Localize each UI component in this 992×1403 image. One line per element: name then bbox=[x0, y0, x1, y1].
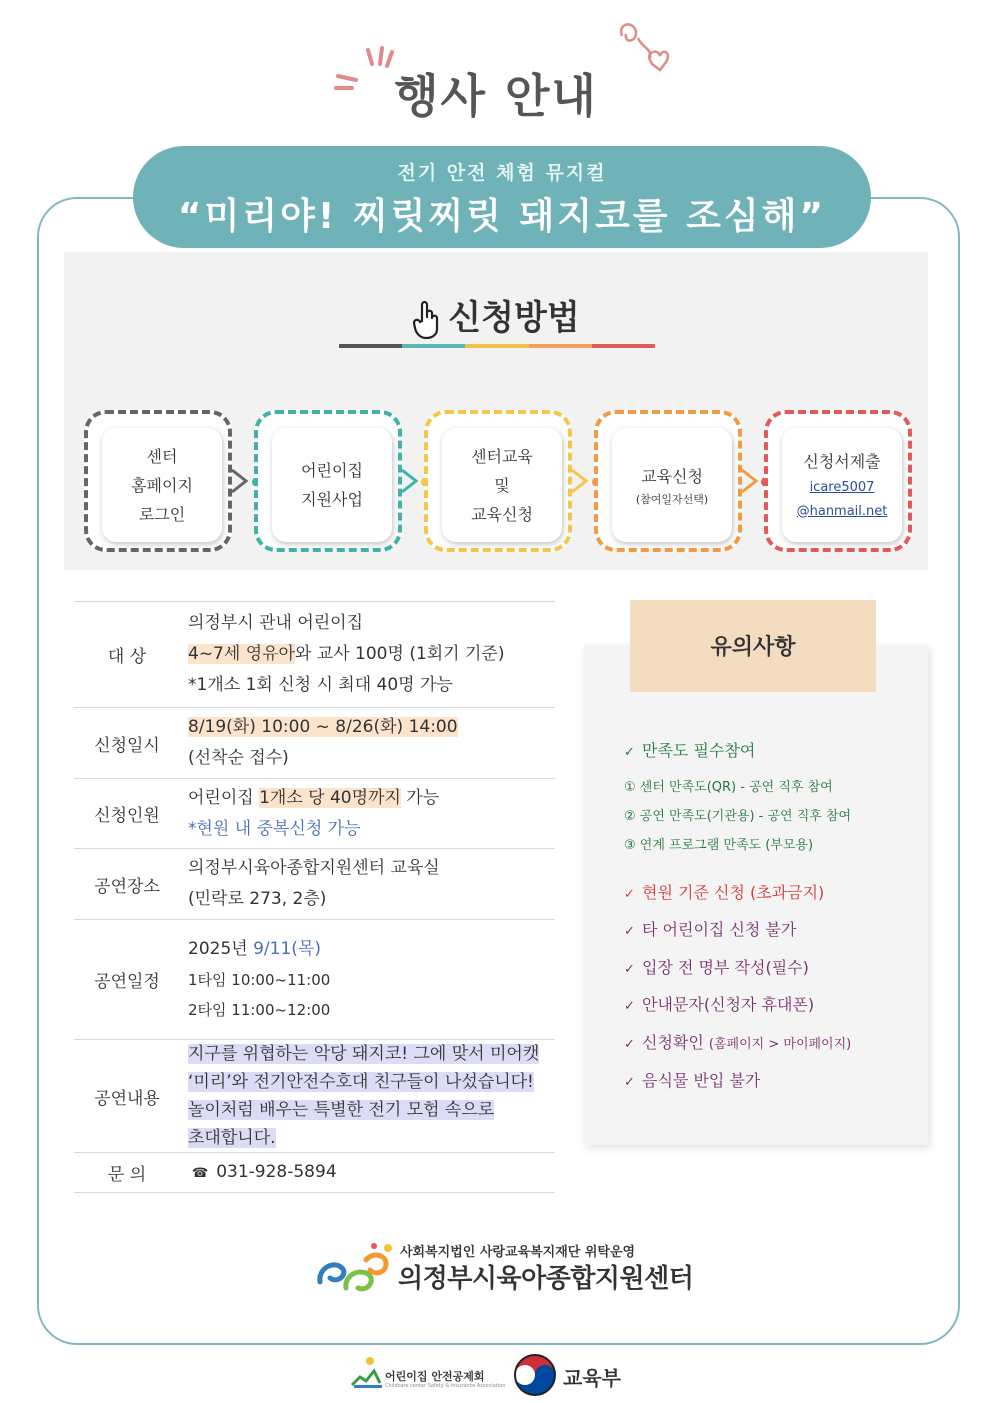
row-label: 공연내용 bbox=[74, 1040, 180, 1153]
underline-seg bbox=[592, 344, 655, 348]
value-line: 의정부시 관내 어린이집 bbox=[188, 613, 364, 633]
row-value bbox=[180, 1153, 555, 1193]
value-line: (민락로 273, 2층) bbox=[188, 889, 327, 909]
row-label: 신청인원 bbox=[74, 779, 180, 849]
arrow-right-icon bbox=[230, 468, 248, 494]
highlight-text: 놀이처럼 배우는 특별한 전기 모험 속으로 bbox=[188, 1100, 495, 1120]
event-banner bbox=[133, 146, 871, 248]
safety-association-name: 어린이집 안전공제회 bbox=[385, 1370, 485, 1383]
row-value bbox=[180, 920, 555, 1040]
notes-title: 유의사항 bbox=[710, 635, 796, 660]
step-line: 신청서제출 bbox=[803, 451, 881, 471]
check-icon: ✓ bbox=[624, 999, 635, 1014]
highlight-text: 지구를 위협하는 악당 돼지코! 그에 맞서 미어캣 bbox=[188, 1044, 540, 1064]
value-line bbox=[188, 1040, 555, 1068]
note-item bbox=[624, 955, 809, 978]
step-line: 센터 bbox=[146, 446, 178, 466]
safety-association-english: Childcare center Safety & Insurance Association bbox=[385, 1383, 506, 1389]
step-line: 교육신청 bbox=[471, 504, 533, 524]
note-text: 만족도 필수참여 bbox=[642, 741, 756, 760]
step-login bbox=[84, 410, 232, 552]
value-line bbox=[188, 639, 555, 670]
check-icon: ✓ bbox=[624, 1075, 635, 1090]
note-text: 입장 전 명부 작성(필수) bbox=[642, 958, 809, 977]
step-support-program bbox=[254, 410, 402, 552]
row-value bbox=[180, 779, 555, 849]
method-title-text: 신청방법 bbox=[448, 298, 580, 338]
footer-operator: 사회복지법인 사랑교육복지재단 위탁운영 bbox=[400, 1245, 636, 1260]
highlight-text: 8/19(화) 10:00 ~ 8/26(화) 14:00 bbox=[188, 717, 458, 737]
arrow-right-icon bbox=[570, 468, 588, 494]
row-value bbox=[180, 849, 555, 920]
step-line: 홈페이지 bbox=[131, 475, 193, 495]
step-select-date bbox=[594, 410, 742, 552]
arrow-right-icon bbox=[400, 468, 418, 494]
underline-seg bbox=[465, 344, 528, 348]
step-line: 교육신청 bbox=[641, 466, 703, 486]
value-text: 2025년 bbox=[188, 939, 254, 959]
note-subitem: ① 센터 만족도(QR) - 공연 직후 참여 bbox=[624, 780, 833, 795]
value-text: 와 교사 100명 (1회기 기준) bbox=[294, 644, 505, 664]
note-item bbox=[624, 738, 755, 761]
note-subitem: ② 공연 만족도(기관용) - 공연 직후 참여 bbox=[624, 809, 852, 824]
highlight-date: 9/11(목) bbox=[253, 939, 321, 959]
step-submit-form bbox=[764, 410, 912, 552]
note-text: 타 어린이집 신청 불가 bbox=[642, 920, 797, 939]
banner-subtitle: 전기 안전 체험 뮤지컬 bbox=[397, 162, 607, 184]
note-text: 현원 기준 신청 (초과금지) bbox=[642, 883, 825, 902]
check-icon: ✓ bbox=[624, 745, 635, 760]
step-line: 센터교육 bbox=[471, 446, 533, 466]
phone-icon: ☎ bbox=[192, 1165, 209, 1181]
value-line: 의정부시육아종합지원센터 교육실 bbox=[188, 858, 440, 878]
note-text: (홈페이지 > 마이페이지) bbox=[708, 1037, 852, 1052]
banner-title: “미리야! 찌릿찌릿 돼지코를 조심해” bbox=[177, 196, 827, 237]
email-link-user[interactable]: icare5007 bbox=[809, 479, 875, 495]
check-icon: ✓ bbox=[624, 887, 635, 902]
check-icon: ✓ bbox=[624, 962, 635, 977]
underline-seg bbox=[339, 344, 402, 348]
table-row bbox=[74, 920, 555, 1040]
step-education-apply bbox=[424, 410, 572, 552]
table-row bbox=[74, 708, 555, 779]
value-line bbox=[188, 934, 555, 965]
table-row bbox=[74, 1153, 555, 1193]
highlight-text: 초대합니다. bbox=[188, 1128, 276, 1148]
value-line: 1타임 10:00~11:00 bbox=[188, 971, 331, 989]
check-icon: ✓ bbox=[624, 924, 635, 939]
note-subitem: ③ 연계 프로그램 만족도 (부모용) bbox=[624, 838, 814, 853]
row-value bbox=[180, 1040, 555, 1153]
method-underline bbox=[339, 344, 655, 348]
value-text: 가능 bbox=[400, 787, 440, 808]
value-line: 2타임 11:00~12:00 bbox=[188, 1001, 331, 1019]
note-item bbox=[624, 880, 824, 903]
value-line bbox=[188, 1096, 555, 1124]
footer-center-name: 의정부시육아종합지원센터 bbox=[398, 1264, 694, 1294]
value-line bbox=[188, 783, 555, 814]
note-text: 신청확인 bbox=[642, 1033, 709, 1052]
row-label: 공연일정 bbox=[74, 920, 180, 1040]
email-link-domain[interactable]: @hanmail.net bbox=[796, 503, 888, 519]
event-info-table bbox=[74, 601, 555, 1193]
value-line: *현원 내 중복신청 가능 bbox=[188, 818, 361, 839]
step-note: (참여일자선택) bbox=[635, 492, 709, 506]
row-value bbox=[180, 602, 555, 708]
value-line bbox=[188, 1068, 555, 1096]
page-title: 행사 안내 bbox=[394, 69, 598, 123]
step-line: 어린이집 bbox=[301, 461, 363, 480]
underline-seg bbox=[529, 344, 592, 348]
phone-number[interactable]: 031-928-5894 bbox=[216, 1161, 337, 1182]
value-line: (선착순 접수) bbox=[188, 748, 289, 768]
row-value bbox=[180, 708, 555, 779]
arrow-right-icon bbox=[740, 468, 758, 494]
highlight-text: ‘미리’와 전기안전수호대 친구들이 나섰습니다! bbox=[188, 1072, 534, 1092]
row-label: 문 의 bbox=[74, 1153, 180, 1193]
value-line bbox=[188, 712, 555, 743]
step-line: 지원사업 bbox=[301, 490, 363, 509]
row-label: 공연장소 bbox=[74, 849, 180, 920]
check-icon: ✓ bbox=[624, 1037, 635, 1052]
table-row bbox=[74, 1040, 555, 1153]
highlight-text: 1개소 당 40명까지 bbox=[259, 787, 401, 808]
method-heading bbox=[64, 290, 928, 339]
note-text: 안내문자(신청자 휴대폰) bbox=[642, 995, 815, 1014]
note-item bbox=[624, 1030, 851, 1053]
note-text: 음식물 반입 불가 bbox=[642, 1071, 761, 1090]
row-label: 대 상 bbox=[74, 602, 180, 708]
ministry-of-education-name: 교육부 bbox=[563, 1366, 621, 1390]
value-text: 어린이집 bbox=[188, 787, 260, 808]
table-row bbox=[74, 779, 555, 849]
value-line: *1개소 1회 신청 시 최대 40명 가능 bbox=[188, 675, 453, 695]
ministry-of-education-logo bbox=[512, 1352, 558, 1398]
pointing-hand-icon bbox=[412, 301, 442, 339]
application-method-panel bbox=[64, 252, 928, 570]
underline-seg bbox=[402, 344, 465, 348]
value-line bbox=[188, 1124, 555, 1152]
row-label: 신청일시 bbox=[74, 708, 180, 779]
highlight-text: 4~7세 영유아 bbox=[188, 644, 295, 664]
center-logo bbox=[316, 1238, 396, 1294]
step-line: 로그인 bbox=[138, 504, 186, 524]
note-item bbox=[624, 1068, 760, 1091]
note-item bbox=[624, 917, 796, 940]
note-item bbox=[624, 992, 814, 1015]
table-row bbox=[74, 602, 555, 708]
step-line: 및 bbox=[494, 475, 510, 495]
table-row bbox=[74, 849, 555, 920]
